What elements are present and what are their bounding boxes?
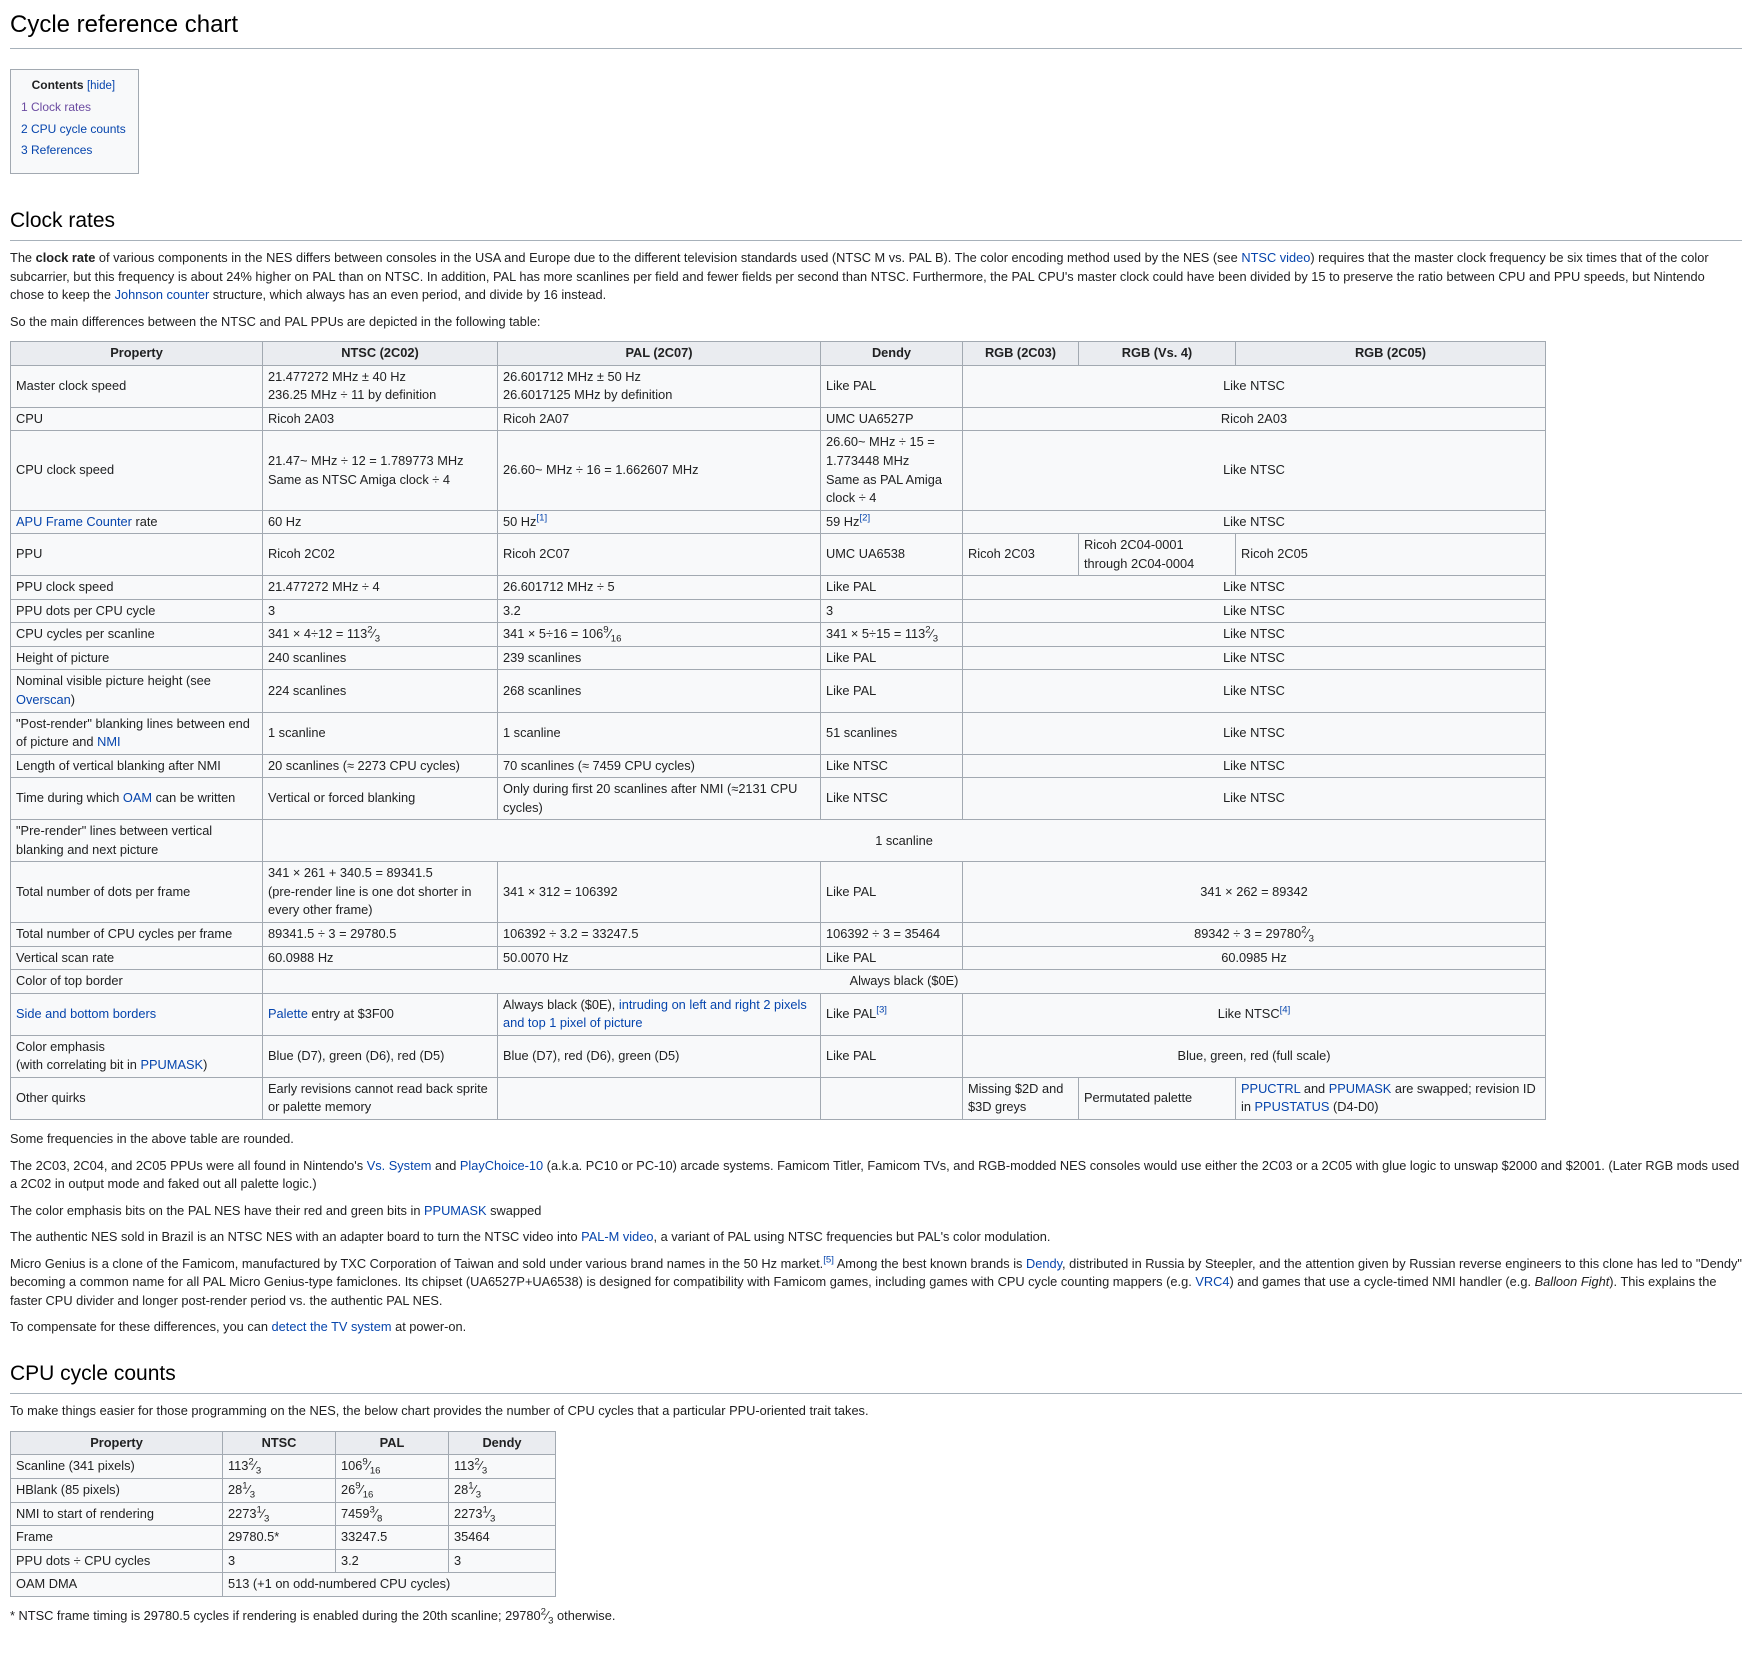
toc-item	[21, 121, 126, 138]
header-row	[11, 1431, 556, 1455]
clock-rates-notes	[10, 1130, 1742, 1337]
table-cell: 224 scanlines	[263, 670, 498, 712]
table-row	[11, 599, 1546, 623]
toc-item-link[interactable]: 1 Clock rates	[21, 100, 92, 115]
table-row	[11, 712, 1546, 754]
wiki-link[interactable]: NTSC video	[1241, 250, 1311, 266]
fraction-denominator: 3	[489, 1513, 496, 1525]
page-title: Cycle reference chart	[10, 8, 1742, 49]
italic-text: Balloon Fight	[1534, 1274, 1610, 1290]
table-cell: Scanline (341 pixels)	[11, 1455, 223, 1479]
table-row	[11, 1526, 556, 1550]
cpu-cycle-counts-intro-paragraph: To make things easier for those programming on the NES, the below chart provides the number of CPU cycles that a particular PPU-oriented trait takes.	[10, 1403, 869, 1419]
table-cell: 26.601712 MHz ± 50 Hz 26.6017125 MHz by definition	[498, 365, 821, 407]
table-cell: PPU dots per CPU cycle	[11, 599, 263, 623]
table-row	[11, 1035, 1546, 1077]
fraction-numerator: 2	[540, 1606, 547, 1618]
table-cell: 59 Hz[2]	[821, 510, 963, 534]
table-cell: $2273^1⁄_3$	[449, 1502, 556, 1526]
table-cell: Total number of dots per frame	[11, 862, 263, 923]
fraction-numerator: 2	[248, 1457, 254, 1469]
table-cell: Like PAL	[821, 365, 963, 407]
table-cell: $2273^1⁄_3$	[223, 1502, 336, 1526]
table-cell: Height of picture	[11, 646, 263, 670]
note-paragraph: Some frequencies in the above table are rounded.	[10, 1130, 294, 1146]
toc-heading: Contents	[31, 77, 84, 92]
table-cell: Color emphasis (with correlating bit in PPUMASK)	[11, 1035, 263, 1077]
table-cell: 341 × 262 = 89342	[963, 862, 1546, 923]
fraction-denominator: 16	[362, 1489, 374, 1501]
table-cell: Color of top border	[11, 970, 263, 994]
table-cell: Like NTSC	[821, 754, 963, 778]
table-cell: Length of vertical blanking after NMI	[11, 754, 263, 778]
table-cell: 1 scanline	[263, 820, 1546, 862]
table-cell: $341 \times 4\div 12 = 113^2⁄_3$	[263, 623, 498, 647]
table-cell: Like PAL	[821, 646, 963, 670]
table-cell: 341 × 312 = 106392	[498, 862, 821, 923]
table-cell: Like PAL	[821, 670, 963, 712]
toc-hide-wrapper	[87, 80, 115, 92]
table-cell: UMC UA6538	[821, 534, 963, 576]
fraction-denominator: 3	[249, 1489, 256, 1501]
table-cell: 60 Hz	[263, 510, 498, 534]
fraction-numerator: 1	[468, 1480, 474, 1492]
table-cell: 51 scanlines	[821, 712, 963, 754]
toc-item	[21, 99, 126, 116]
table-row	[11, 970, 1546, 994]
fraction-denominator: 3	[932, 633, 939, 645]
table-cell: Ricoh 2C07	[498, 534, 821, 576]
footnote-ref-link[interactable]: [4]	[1279, 1004, 1291, 1016]
table-cell: NMI to start of rendering	[11, 1502, 223, 1526]
table-cell: Other quirks	[11, 1077, 263, 1119]
note-paragraph: Micro Genius is a clone of the Famicom, manufactured by TXC Corporation of Taiwan and sold under various brand names in the 50 Hz market.[5] Among the best known brands is Dendy, distributed in Russia by Steepler, and the attention given by Russian reverse engineers to this clone has led to "Dendy" becoming a common name for all PAL Micro Genius-type famiclones. Its chipset (UA6527P+UA6538) is designed for compatibility with Famicom games, including games with CPU cycle counting mappers (e.g. VRC4) and games that use a cycle-timed NMI handler (e.g. Balloon Fight). This explains the faster CPU divider and longer post-render period vs. the authentic PAL NES.	[10, 1254, 1742, 1308]
table-cell: Master clock speed	[11, 365, 263, 407]
table-cell: CPU clock speed	[11, 431, 263, 510]
table-cell: 26.601712 MHz ÷ 5	[498, 576, 821, 600]
table-cell: Missing $2D and $3D greys	[963, 1077, 1079, 1119]
table-cell: 21.477272 MHz ± 40 Hz 236.25 MHz ÷ 11 by definition	[263, 365, 498, 407]
table-cell: Ricoh 2C02	[263, 534, 498, 576]
table-cell: 3.2	[336, 1549, 449, 1573]
table-cell: Time during which OAM can be written	[11, 778, 263, 820]
fraction-numerator: 9	[603, 625, 609, 637]
fraction-denominator: 8	[376, 1513, 383, 1525]
table-row	[11, 946, 1546, 970]
table-cell: Like NTSC	[963, 510, 1546, 534]
table-row	[11, 365, 1546, 407]
table-cell: Like PAL[3]	[821, 993, 963, 1035]
footnote-ref-link[interactable]: [1]	[536, 512, 548, 524]
table-cell: 89341.5 ÷ 3 = 29780.5	[263, 923, 498, 947]
table-cell: 21.47~ MHz ÷ 12 = 1.789773 MHz Same as NTSC Amiga clock ÷ 4	[263, 431, 498, 510]
fraction-denominator: 3	[481, 1465, 488, 1477]
table-cell: $113^2⁄_3$	[223, 1455, 336, 1479]
table-row	[11, 534, 1546, 576]
table-row	[11, 778, 1546, 820]
table-cell: "Pre-render" lines between vertical blanking and next picture	[11, 820, 263, 862]
wiki-link[interactable]: Vs. System	[366, 1157, 432, 1173]
table-row	[11, 623, 1546, 647]
table-cell: $113^2⁄_3$	[449, 1455, 556, 1479]
table-cell: Always black ($0E)	[263, 970, 1546, 994]
table-cell: Only during first 20 scanlines after NMI (≈2131 CPU cycles)	[498, 778, 821, 820]
table-cell: 513 (+1 on odd-numbered CPU cycles)	[223, 1573, 556, 1597]
table-cell: Like NTSC	[963, 712, 1546, 754]
table-row	[11, 576, 1546, 600]
table-row	[11, 1077, 1546, 1119]
note-paragraph: The color emphasis bits on the PAL NES have their red and green bits in PPUMASK swapped	[10, 1202, 542, 1218]
table-cell: Ricoh 2A03	[263, 407, 498, 431]
table-row	[11, 1502, 556, 1526]
table-cell: 26.60~ MHz ÷ 15 = 1.773448 MHz Same as PAL Amiga clock ÷ 4	[821, 431, 963, 510]
wiki-link[interactable]: NMI	[97, 734, 121, 750]
fraction-denominator: 3	[263, 1513, 270, 1525]
table-cell: 3	[263, 599, 498, 623]
wiki-link[interactable]: VRC4	[1195, 1274, 1230, 1290]
table-cell: 106392 ÷ 3.2 = 33247.5	[498, 923, 821, 947]
table-cell: 26.60~ MHz ÷ 16 = 1.662607 MHz	[498, 431, 821, 510]
table-row	[11, 431, 1546, 510]
wiki-link[interactable]: OAM	[122, 790, 153, 806]
wiki-link[interactable]: PPUSTATUS	[1254, 1099, 1330, 1115]
table-cell: $341 \times 5\div 16 = 106^9⁄_{16}$	[498, 623, 821, 647]
fraction-numerator: 1	[256, 1504, 262, 1516]
footnote-ref-link[interactable]: [3]	[876, 1004, 887, 1016]
table-row	[11, 923, 1546, 947]
table-cell: Permutated palette	[1079, 1077, 1236, 1119]
fraction-numerator: 2	[474, 1457, 480, 1469]
table-cell: 3.2	[498, 599, 821, 623]
table-cell: Like NTSC	[963, 646, 1546, 670]
table-cell: Like PAL	[821, 1035, 963, 1077]
table-cell: 35464	[449, 1526, 556, 1550]
table-cell: 33247.5	[336, 1526, 449, 1550]
wiki-link[interactable]: Side and bottom borders	[16, 1005, 157, 1021]
table-cell: Vertical or forced blanking	[263, 778, 498, 820]
table-cell: 29780.5*	[223, 1526, 336, 1550]
column-header: RGB (2C05)	[1236, 342, 1546, 366]
table-cell: PPU clock speed	[11, 576, 263, 600]
table-cell: PPU dots ÷ CPU cycles	[11, 1549, 223, 1573]
wiki-link[interactable]: PPUMASK	[140, 1057, 204, 1073]
fraction-denominator: 3	[374, 633, 381, 645]
table-cell: Like NTSC	[963, 754, 1546, 778]
table-cell	[11, 993, 263, 1035]
table-row	[11, 993, 1546, 1035]
table-cell: 239 scanlines	[498, 646, 821, 670]
fraction-denominator: 3	[255, 1465, 262, 1477]
table-cell: $28^1⁄_3$	[223, 1478, 336, 1502]
ppu-differences-table	[10, 341, 1546, 1120]
table-cell: 1 scanline	[498, 712, 821, 754]
table-cell: Like NTSC	[963, 365, 1546, 407]
ntsc-frame-timing-footnote: * NTSC frame timing is 29780.5 cycles if rendering is enabled during the 20th scanline; $29780^2⁄_3$ otherwise.	[10, 1606, 616, 1627]
table-cell: OAM DMA	[11, 1573, 223, 1597]
toc-item-link[interactable]: 2 CPU cycle counts	[21, 121, 126, 136]
table-cell: 60.0988 Hz	[263, 946, 498, 970]
column-header: Property	[11, 342, 263, 366]
table-cell: Blue, green, red (full scale)	[963, 1035, 1546, 1077]
wiki-link[interactable]: PlayChoice-10	[459, 1157, 544, 1173]
fraction-numerator: 2	[367, 625, 373, 637]
table-cell: Palette entry at $3F00	[263, 993, 498, 1035]
table-cell: Like NTSC	[963, 431, 1546, 510]
table-cell	[498, 1077, 821, 1119]
table-row	[11, 1478, 556, 1502]
fraction-numerator: 1	[482, 1504, 488, 1516]
footnote-ref	[876, 1005, 887, 1016]
table-cell: HBlank (85 pixels)	[11, 1478, 223, 1502]
table-cell: $89342 \div 3 = 29780^2⁄_3$	[963, 923, 1546, 947]
table-cell: 240 scanlines	[263, 646, 498, 670]
table-cell: 268 scanlines	[498, 670, 821, 712]
toc-item-link[interactable]: 3 References	[21, 143, 93, 158]
wiki-link[interactable]: PPUCTRL	[1241, 1080, 1301, 1096]
table-row	[11, 646, 1546, 670]
table-cell: Blue (D7), green (D6), red (D5)	[263, 1035, 498, 1077]
column-header: NTSC	[223, 1431, 336, 1455]
table-row	[11, 670, 1546, 712]
toc-list	[21, 99, 126, 159]
table-cell: Like PAL	[821, 576, 963, 600]
column-header: NTSC (2C02)	[263, 342, 498, 366]
clock-rates-intro-paragraph: The clock rate of various components in the NES differs between consoles in the USA and Europe due to the different television standards used (NTSC M vs. PAL B). The color encoding method used by the NES (see NTSC video) requires that the master clock frequency be six times that of the color subcarrier, but this frequency is about 24% higher on PAL than on NTSC. In addition, PAL has more scanlines per field and fewer fields per second than NTSC. Furthermore, the PAL CPU's master clock could have been divided by 15 to preserve the ratio between CPU and PPU speeds, but Nintendo chose to keep the Johnson counter structure, which always has an even period, and divide by 16 instead.	[10, 250, 1709, 303]
column-header: Dendy	[449, 1431, 556, 1455]
table-cell: Total number of CPU cycles per frame	[11, 923, 263, 947]
table-cell: 3	[821, 599, 963, 623]
wiki-link[interactable]: PPUMASK	[424, 1202, 487, 1218]
table-cell: $26^9⁄_{16}$	[336, 1478, 449, 1502]
wiki-link[interactable]: Johnson counter	[114, 287, 210, 303]
fraction-denominator: 3	[475, 1489, 482, 1501]
table-cell: Like NTSC	[963, 623, 1546, 647]
column-header: RGB (2C03)	[963, 342, 1079, 366]
table-cell: 341 × 261 + 340.5 = 89341.5 (pre-render line is one dot shorter in every other frame)	[263, 862, 498, 923]
wiki-link[interactable]: Palette	[268, 1005, 308, 1021]
wiki-link[interactable]: PAL-M video	[581, 1229, 654, 1245]
fraction-numerator: 1	[242, 1480, 248, 1492]
table-cell: Always black ($0E), intruding on left and right 2 pixels and top 1 pixel of picture	[498, 993, 821, 1035]
footnote-ref	[859, 512, 870, 523]
table-cell: Blue (D7), red (D6), green (D5)	[498, 1035, 821, 1077]
fraction-numerator: 2	[1301, 924, 1307, 936]
table-cell: Like NTSC[4]	[963, 993, 1546, 1035]
toc-header	[21, 77, 126, 95]
toc-hide-link[interactable]: [hide]	[86, 79, 116, 92]
column-header: PAL (2C07)	[498, 342, 821, 366]
fraction-numerator: 9	[362, 1457, 368, 1469]
table-cell: APU Frame Counter rate	[11, 510, 263, 534]
table-cell: Like NTSC	[963, 576, 1546, 600]
table-cell: Ricoh 2C04-0001 through 2C04-0004	[1079, 534, 1236, 576]
table-cell: "Post-render" blanking lines between end of picture and NMI	[11, 712, 263, 754]
table-cell: UMC UA6527P	[821, 407, 963, 431]
table-row	[11, 1455, 556, 1479]
table-cell: Vertical scan rate	[11, 946, 263, 970]
table-cell: Ricoh 2C05	[1236, 534, 1546, 576]
column-header: PAL	[336, 1431, 449, 1455]
toc-item	[21, 142, 126, 159]
fraction-denominator: 16	[369, 1465, 381, 1477]
wiki-link[interactable]: detect the TV system	[271, 1319, 392, 1335]
table-cell	[821, 1077, 963, 1119]
fraction-denominator: 16	[610, 633, 622, 645]
table-cell: 106392 ÷ 3 = 35464	[821, 923, 963, 947]
section-heading-clock-rates: Clock rates	[10, 206, 1742, 241]
wiki-link[interactable]: Dendy	[1026, 1255, 1063, 1271]
wiki-link[interactable]: PPUMASK	[1328, 1080, 1392, 1096]
table-cell: Like NTSC	[963, 670, 1546, 712]
table-row	[11, 407, 1546, 431]
section-heading-cpu-cycle-counts: CPU cycle counts	[10, 1359, 1742, 1394]
table-of-contents	[10, 69, 139, 174]
table-row	[11, 862, 1546, 923]
table-cell: Like PAL	[821, 946, 963, 970]
column-header: RGB (Vs. 4)	[1079, 342, 1236, 366]
fraction-denominator: 3	[548, 1615, 554, 1627]
note-paragraph: The 2C03, 2C04, and 2C05 PPUs were all found in Nintendo's Vs. System and PlayChoice-10 (a.k.a. PC10 or PC-10) arcade systems. Famicom Titler, Famicom TVs, and RGB-modded NES consoles would use either the 2C03 or a 2C05 with glue logic to unswap $2000 and $2001. (Later RGB mods used a 2C02 in output mode and faked out all palette logic.)	[10, 1157, 1740, 1192]
column-header: Property	[11, 1431, 223, 1455]
table-cell: Ricoh 2A07	[498, 407, 821, 431]
table-cell: Ricoh 2A03	[963, 407, 1546, 431]
table-row	[11, 1549, 556, 1573]
table-cell: 20 scanlines (≈ 2273 CPU cycles)	[263, 754, 498, 778]
table-cell: CPU	[11, 407, 263, 431]
table-cell: Like NTSC	[821, 778, 963, 820]
bold-text: clock rate	[35, 250, 96, 266]
fraction-numerator: 2	[925, 625, 931, 637]
table-cell: Like NTSC	[963, 778, 1546, 820]
clock-rates-leadin-paragraph: So the main differences between the NTSC and PAL PPUs are depicted in the following table:	[10, 313, 541, 329]
table-cell: 3	[449, 1549, 556, 1573]
table-cell: Ricoh 2C03	[963, 534, 1079, 576]
wiki-link[interactable]: APU Frame Counter	[16, 513, 132, 529]
table-cell: 60.0985 Hz	[963, 946, 1546, 970]
table-cell: Like PAL	[821, 862, 963, 923]
footnote-ref	[1280, 1005, 1291, 1016]
table-row	[11, 754, 1546, 778]
table-cell: $341 \times 5\div 15 = 113^2⁄_3$	[821, 623, 963, 647]
wiki-link[interactable]: Overscan	[16, 692, 71, 708]
table-cell: 70 scanlines (≈ 7459 CPU cycles)	[498, 754, 821, 778]
table-cell: $7459^3⁄_8$	[336, 1502, 449, 1526]
note-paragraph: The authentic NES sold in Brazil is an NTSC NES with an adapter board to turn the NTSC video into PAL-M video, a variant of PAL using NTSC frequencies but PAL's color modulation.	[10, 1229, 1051, 1245]
column-header: Dendy	[821, 342, 963, 366]
note-paragraph: To compensate for these differences, you can detect the TV system at power-on.	[10, 1319, 467, 1335]
table-cell: 1 scanline	[263, 712, 498, 754]
table-cell: $28^1⁄_3$	[449, 1478, 556, 1502]
footnote-ref	[536, 512, 547, 523]
table-cell: 21.477272 MHz ÷ 4	[263, 576, 498, 600]
table-cell: Like NTSC	[963, 599, 1546, 623]
footnote-ref	[823, 1254, 834, 1265]
table-cell: Early revisions cannot read back sprite or palette memory	[263, 1077, 498, 1119]
table-cell: Nominal visible picture height (see Overscan)	[11, 670, 263, 712]
fraction-denominator: 3	[1308, 933, 1314, 945]
wiki-link[interactable]: intruding on left and right 2 pixels and top 1 pixel of picture	[503, 996, 807, 1031]
cpu-cycle-counts-table	[10, 1431, 556, 1597]
table-cell: PPUCTRL and PPUMASK are swapped; revision ID in PPUSTATUS (D4-D0)	[1236, 1077, 1546, 1119]
table-row	[11, 510, 1546, 534]
table-cell: CPU cycles per scanline	[11, 623, 263, 647]
footnote-ref-link[interactable]: [2]	[859, 512, 871, 524]
table-cell: 50.0070 Hz	[498, 946, 821, 970]
table-cell: PPU	[11, 534, 263, 576]
table-cell: Frame	[11, 1526, 223, 1550]
fraction-numerator: 9	[355, 1480, 361, 1492]
table-cell: 50 Hz[1]	[498, 510, 821, 534]
table-row	[11, 820, 1546, 862]
table-cell: $106^9⁄_{16}$	[336, 1455, 449, 1479]
fraction-numerator: 3	[369, 1504, 375, 1516]
header-row	[11, 342, 1546, 366]
table-cell: 3	[223, 1549, 336, 1573]
footnote-ref-link[interactable]: [5]	[823, 1254, 834, 1266]
